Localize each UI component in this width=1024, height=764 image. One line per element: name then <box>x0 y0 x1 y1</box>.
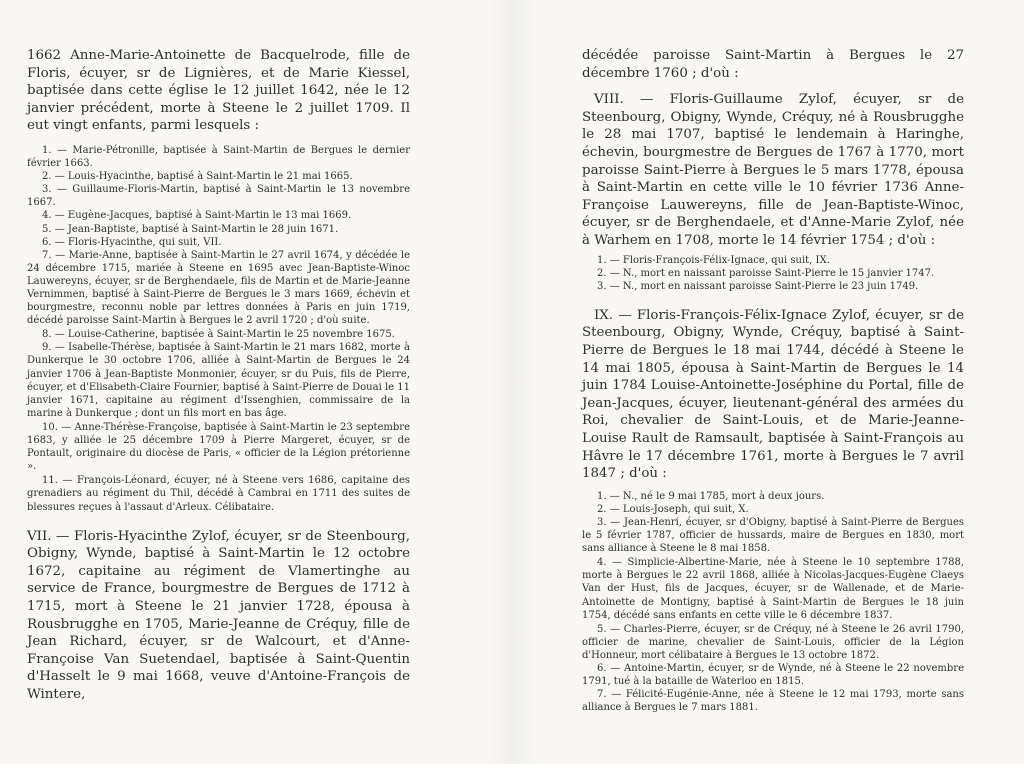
list-item: 1. — Floris-François-Félix-Ignace, qui suit, IX. <box>597 254 830 266</box>
list-item: 5. — Charles-Pierre, écuyer, sr de Créquy, né à Steene le 26 avril 1790, officier de marine, chevalier de Saint-Louis, officier de la Légion d'Honneur, mort célibataire à Bergues le 13 octobre 1872. <box>582 623 964 661</box>
list-item: 1. — N., né le 9 mai 1785, mort à deux jours. <box>597 490 825 502</box>
list-item: 7. — Félicité-Eugénie-Anne, née à Steene le 12 mai 1793, morte sans alliance à Bergues le 7 mars 1881. <box>582 689 964 714</box>
list-item: 5. — Jean-Baptiste, baptisé à Saint-Martin le 28 juin 1671. <box>42 223 339 235</box>
list-item: 4. — Simplicie-Albertine-Marie, née à Steene le 10 septembre 1788, morte à Bergues le 22 avril 1868, alliée à Nicolas-Jacques-Eugène Claeys Van der Hust, fils de Jacques, écuyer, sr de Wallenade, et de Marie-Antoinette de Montigny, baptisé à Saint-Martin de Bergues le 18 juin 1754, décédé sans enfants en cette ville le 6 décembre 1837. <box>582 557 964 621</box>
list-item: 3. — Guillaume-Floris-Martin, baptisé à Saint-Martin le 13 novembre 1667. <box>27 184 410 209</box>
list-item: 10. — Anne-Thérèse-Françoise, baptisée à Saint-Martin le 23 septembre 1683, y alliée le 25 décembre 1709 à Pierre Margeret, écuyer, sr de Pontault, originaire du diocèse de Paris, « officier de la Légion prétorienne ». <box>27 421 410 473</box>
children-list-ix <box>582 490 964 715</box>
list-item: 2. — Louis-Hyacinthe, baptisé à Saint-Martin le 21 mai 1665. <box>42 171 353 183</box>
list-item: 8. — Louise-Catherine, baptisée à Saint-Martin le 25 novembre 1675. <box>42 329 395 341</box>
list-item: 6. — Antoine-Martin, écuyer, sr de Wynde, né à Steene le 22 novembre 1791, tué à la bataille de Waterloo en 1815. <box>582 662 964 688</box>
list-item: 3. — N., mort en naissant paroisse Saint-Pierre le 23 juin 1749. <box>597 280 919 292</box>
list-item: 9. — Isabelle-Thérèse, baptisée à Saint-Martin le 21 mars 1682, morte à Dunkerque le 30 octobre 1706, alliée à Saint-Martin de Bergues le 24 janvier 1706 à Jean-Baptiste Monmonier, écuyer, sr du Puis, fils de Pierre, écuyer, et d'Elisabeth-Claire Fournier, baptisé à Saint-Pierre de Douai le 11 janvier 1671, capitaine au régiment d'Issenghien, commissaire de la marine à Dunkerque ; dont un fils mort en bas âge. <box>27 342 410 419</box>
list-item: 4. — Eugène-Jacques, baptisé à Saint-Martin le 13 mai 1669. <box>42 210 352 222</box>
list-item: 1. — Marie-Pétronille, baptisée à Saint-Martin de Bergues le dernier février 1663. <box>27 144 410 170</box>
list-item: 2. — N., mort en naissant paroisse Saint-Pierre le 15 janvier 1747. <box>597 267 935 279</box>
list-item: 11. — François-Léonard, écuyer, né à Steene vers 1686, capitaine des grenadiers au régiment du Thil, décédé à Cambrai en 1711 des suites de blessures reçues à l'assaut d'Arleux. Célibataire. <box>27 475 410 513</box>
section-vii-paragraph: VII. — Floris-Hyacinthe Zylof, écuyer, sr de Steenbourg, Obigny, Wynde, baptisé à Saint-Martin le 12 octobre 1672, capitaine au régiment de Vlamertinghe au service de France, bourgmestre de Bergues de 1712 à 1715, mort à Steene le 21 janvier 1728, épousa à Rousbrugghe en 1705, Marie-Jeanne de Créquy, fille de Jean Richard, écuyer, sr de Walcourt, et d'Anne-Françoise Van Suetendael, baptisée à Saint-Quentin d'Hasselt le 9 mai 1668, veuve d'Antoine-François de Wintere, <box>27 528 410 702</box>
children-list-vi <box>27 144 410 514</box>
section-viii-paragraph: VIII. — Floris-Guillaume Zylof, écuyer, sr de Steenbourg, Obigny, Wynde, Créquy, né à Rousbrugghe le 28 mai 1707, baptisé le lendemain à Haringhe, échevin, bourgmestre de Bergues de 1767 à 1770, mort paroisse Saint-Pierre à Bergues le 5 mars 1778, épousa à Saint-Martin en cette ville le 10 février 1736 Anne-Françoise Lauwereyns, fille de Jean-Baptiste-Winoc, écuyer, sr de Berghendaele, et d'Anne-Marie Zylof, née à Warhem en 1708, morte le 14 février 1754 ; d'où : <box>582 92 964 248</box>
children-list-viii <box>582 254 964 293</box>
intro-paragraph: 1662 Anne-Marie-Antoinette de Bacquelrode, fille de Floris, écuyer, sr de Lignières, et de Marie Kiessel, baptisée dans cette église le 12 juillet 1642, née le 12 janvier précédent, morte à Steene le 2 juillet 1709. Il eut vingt enfants, parmi lesquels : <box>27 48 410 134</box>
left-column <box>27 47 410 704</box>
list-item: 2. — Louis-Joseph, qui suit, X. <box>597 503 749 515</box>
right-column <box>582 47 964 714</box>
continuation-paragraph: décédée paroisse Saint-Martin à Bergues le 27 décembre 1760 ; d'où : <box>582 48 964 81</box>
list-item: 6. — Floris-Hyacinthe, qui suit, VII. <box>42 236 222 248</box>
section-ix-paragraph: IX. — Floris-François-Félix-Ignace Zylof, écuyer, sr de Steenbourg, Obigny, Wynde, Créquy, baptisé à Saint-Pierre de Bergues le 18 mai 1744, décédé à Steene le 14 mai 1805, épousa à Saint-Martin de Bergues le 14 juin 1784 Louise-Antoinette-Joséphine du Portal, fille de Jean-Jacques, écuyer, lieutenant-général des armées du Roi, chevalier de Saint-Louis, et de Marie-Jeanne-Louise Rault de Ramsault, baptisée à Saint-François au Hâvre le 17 décembre 1761, morte à Bergues le 7 avril 1847 ; d'où : <box>582 307 964 482</box>
list-item: 7. — Marie-Anne, baptisée à Saint-Martin le 27 avril 1674, y décédée le 24 décembre 1715, mariée à Steene en 1695 avec Jean-Baptiste-Winoc Lauwereyns, écuyer, sr de Berghendaele, fils de Martin et de Marie-Jeanne Vernimmen, baptisé à Saint-Pierre de Bergues le 3 mars 1669, échevin et bourgmestre, reconnu noble par lettres données à Paris en juin 1719, décédé paroisse Saint-Martin à Bergues le 2 avril 1720 ; d'où suite. <box>27 249 410 327</box>
right-page <box>512 0 1024 764</box>
list-item: 3. — Jean-Henri, écuyer, sr d'Obigny, baptisé à Saint-Pierre de Bergues le 5 février 1787, officier de hussards, maire de Bergues en 1830, mort sans alliance à Steene le 8 mai 1858. <box>582 516 964 555</box>
